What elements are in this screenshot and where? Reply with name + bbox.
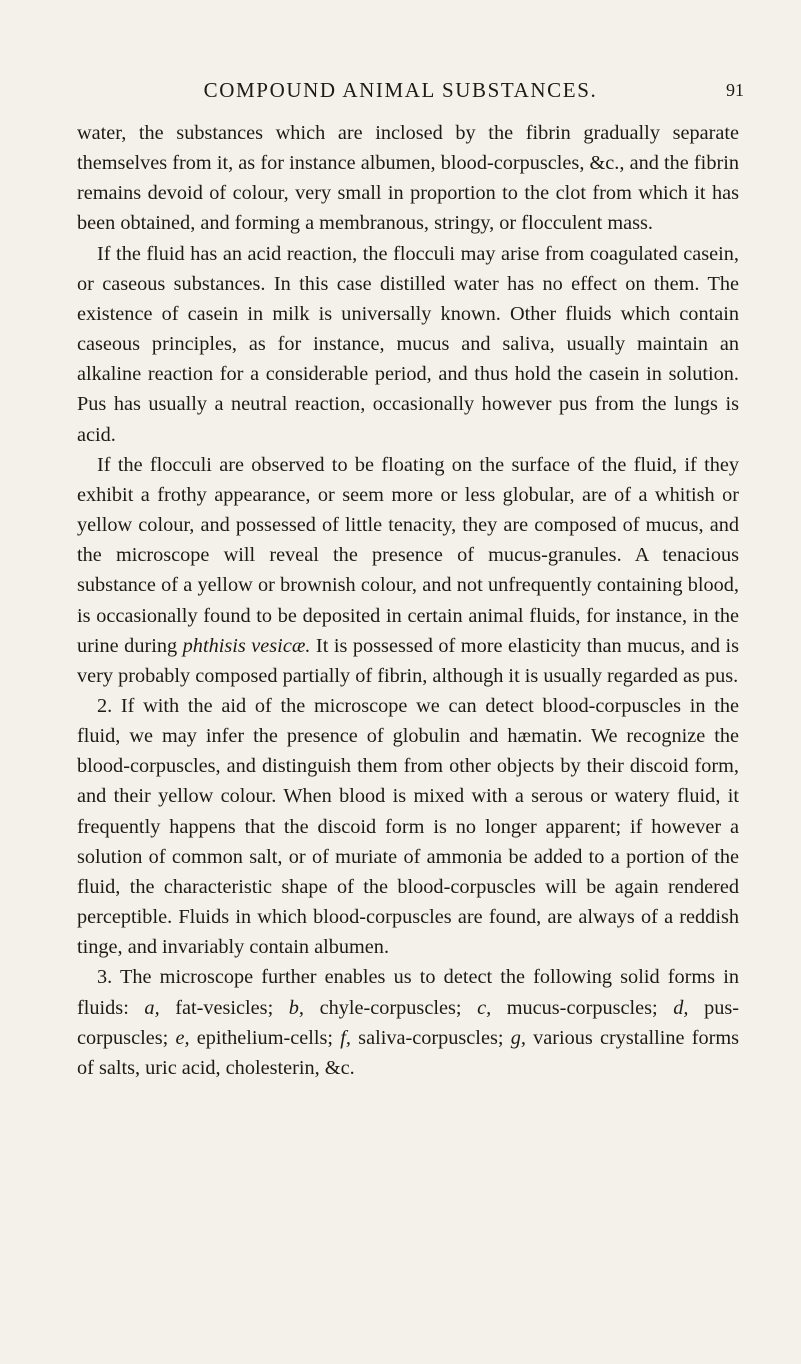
paragraph-5-lead: 3. The microscope further enables us to detect the following solid forms in fluids: xyxy=(77,966,739,1019)
paragraph-3-before: If the flocculi are observed to be floating on the surface of the fluid, if they exhibit a frothy appearance, or seem more or less globular, are of a whitish or yellow colour, and possessed of little tenacity, they are composed of mucus, and the microscope will reveal the presence of mucus-granules. A tenacious substance of a yellow or brownish colour, and not unfrequently containing blood, is occasionally found to be deposited in certain animal fluids, for instance, in the urine during xyxy=(77,453,739,657)
item-text-e: epithelium-cells; xyxy=(189,1026,341,1049)
item-letter-f: f, xyxy=(340,1026,351,1049)
paragraph-2: If the fluid has an acid reaction, the flocculi may arise from coagulated casein, or caseous substances. In this case distilled water has no effect on them. The existence of casein in milk is universally known. Other fluids which contain caseous principles, as for instance, mucus and saliva, usually maintain an alkaline reaction for a considerable period, and thus hold the casein in solution. Pus has usually a neutral reaction, occasionally however pus from the lungs is acid. xyxy=(77,242,739,446)
page-header xyxy=(0,78,801,112)
body-text xyxy=(77,118,739,1083)
paragraph-4: 2. If with the aid of the microscope we can detect blood-corpuscles in the fluid, we may infer the presence of globulin and hæmatin. We recognize the blood-corpuscles, and distinguish them from other objects by their discoid form, and their yellow colour. When blood is mixed with a serous or watery fluid, it frequently happens that the discoid form is no longer apparent; if however a solution of common salt, or of muriate of ammonia be added to a portion of the fluid, the characteristic shape of the blood-corpuscles will be again rendered perceptible. Fluids in which blood-corpuscles are found, are always of a reddish tinge, and invariably contain albumen. xyxy=(77,694,739,959)
item-text-b: chyle-corpuscles; xyxy=(304,996,478,1019)
item-letter-g: g, xyxy=(510,1026,526,1049)
paragraph-3-after: It is possessed of more elasticity than mucus, and is very probably composed partially of fibrin, although it is usually regarded as pus. xyxy=(77,634,740,687)
item-text-f: saliva-corpuscles; xyxy=(350,1026,511,1049)
item-letter-c: c, xyxy=(477,996,492,1019)
running-title: COMPOUND ANIMAL SUBSTANCES. xyxy=(203,78,598,102)
item-letter-b: b, xyxy=(288,996,304,1019)
item-text-g: various crystalline forms of salts, uric acid, cholesterin, &c. xyxy=(77,1026,740,1079)
item-text-d: pus-corpuscles; xyxy=(77,996,739,1049)
item-text-a: fat-vesicles; xyxy=(159,996,289,1019)
item-text-c: mucus-corpuscles; xyxy=(491,996,674,1019)
item-letter-a: a, xyxy=(144,996,160,1019)
paragraph-5 xyxy=(77,962,739,1083)
paragraph-1: water, the substances which are inclosed by the fibrin gradually separate themselves from it, as for instance albumen, blood-corpuscles, &c., and the fibrin remains devoid of colour, very small in proportion to the clot from which it has been obtained, and forming a membranous, stringy, or flocculent mass. xyxy=(77,122,739,235)
paragraph-3-italic-term: phthisis vesicæ. xyxy=(182,634,311,657)
page-number: 91 xyxy=(726,80,744,100)
item-letter-e: e, xyxy=(175,1026,190,1049)
item-letter-d: d, xyxy=(673,996,689,1019)
paragraph-3 xyxy=(77,450,739,691)
